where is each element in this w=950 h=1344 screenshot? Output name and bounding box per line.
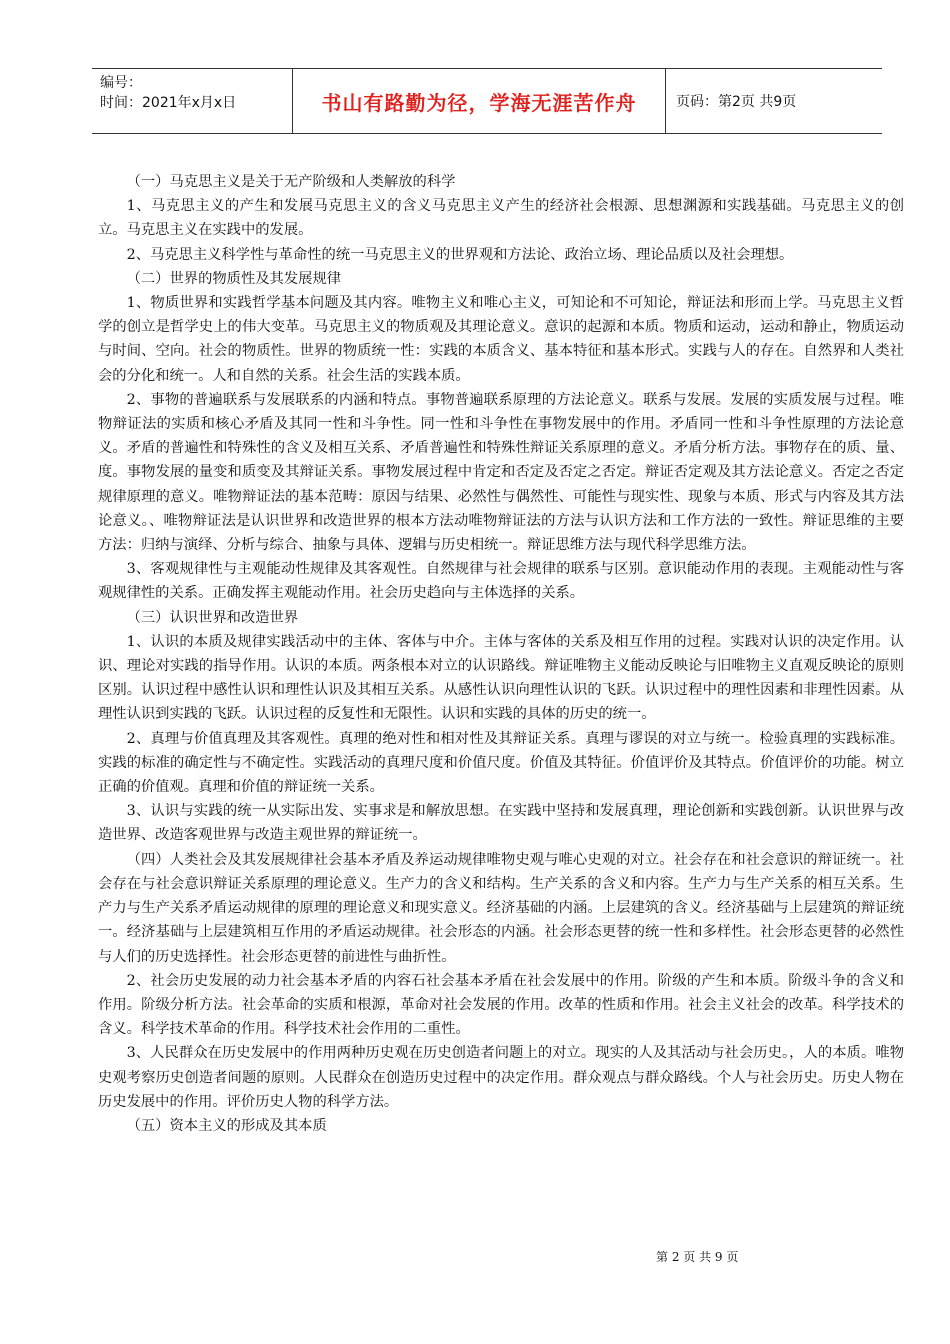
paragraph: 2、事物的普遍联系与发展联系的内涵和特点。事物普遍联系原理的方法论意义。联系与发展。发展的实质发展与过程。唯物辩证法的实质和核心矛盾及其同一性和斗争性。同一性和斗争性在事物发展中的作用。矛盾同一性和斗争性原理的方法论意义。矛盾的普遍性和特殊性的含义及相互关系、矛盾普遍性和特殊性辩证关系原理的意义。矛盾分析方法。事物存在的质、量、度。事物发展的量变和质变及其辩证关系。事物发展过程中肯定和否定及否定之否定。辩证否定观及其方法论意义。否定之否定规律原理的意义。唯物辩证法的基本范畴：原因与结果、必然性与偶然性、可能性与现实性、现象与本质、形式与内容及其方法论意义。、唯物辩证法是认识世界和改造世界的根本方法动唯物辩证法的方法与认识方法和工作方法的一致性。辩证思维的主要方法：归纳与演绎、分析与综合、抽象与具体、逻辑与历史相统一。辩证思维方法与现代科学思维方法。 [98,391,904,554]
number-label: 编号： [100,75,142,91]
time-label: 时间：2021年x月x日 [100,95,237,111]
paragraph: 1、马克思主义的产生和发展马克思主义的含义马克思主义产生的经济社会根源、思想渊源和实践基础。马克思主义的创立。马克思主义在实践中的发展。 [98,198,904,239]
paragraph: 2、真理与价值真理及其客观性。真理的绝对性和相对性及其辩证关系。真理与谬误的对立与统一。检验真理的实践标准。实践的标准的确定性与不确定性。实践活动的真理尺度和价值尺度。价值及其特征。价值评价及其特点。价值评价的功能。树立正确的价值观。真理和价值的辩证统一关系。 [98,730,904,796]
paragraph: 3、人民群众在历史发展中的作用两种历史观在历史创造者问题上的对立。现实的人及其活动与社会历史。，人的本质。唯物史观考察历史创造者间题的原则。人民群众在创造历史过程中的决定作用。群众观点与群众路线。个人与社会历史。历史人物在历史发展中的作用。评价历史人物的科学方法。 [98,1045,904,1110]
paragraph: 2、社会历史发展的动力社会基本矛盾的内容石社会基本矛盾在社会发展中的作用。阶级的产生和本质。阶级斗争的含义和作用。阶级分析方法。社会革命的实质和根源，革命对社会发展的作用。改革的性质和作用。社会主义社会的改革。科学技术的含义。科学技术革命的作用。科学技术社会作用的二重性。 [98,972,904,1038]
paragraph: 1、认识的本质及规律实践活动中的主体、客体与中介。主体与客体的关系及相互作用的过程。实践对认识的决定作用。认识、理论对实践的指导作用。认识的本质。两条根本对立的认识路线。辩证唯物主义能动反映论与旧唯物主义直观反映论的原则区别。认识过程中感性认识和理性认识及其相互关系。从感性认识向理性认识的飞跃。认识过程中的理性因素和非理性因素。从理性认识到实践的飞跃。认识过程的反复性和无限性。认识和实践的具体的历史的统一。 [98,633,904,723]
paragraph: （二）世界的物质性及其发展规律 [126,270,342,287]
header-meta [92,69,292,133]
page-footer: 第 2 页 共 9 页 [656,1250,739,1264]
paragraph: （四）人类社会及其发展规律社会基本矛盾及养运动规律唯物史观与唯心史观的对立。社会存在和社会意识的辩证统一。社会存在与社会意识辩证关系原理的理论意义。生产力的含义和结构。生产关系的含义和内容。生产力与生产关系的相互关系。生产力与生产关系矛盾运动规律的原理的理论意义和现实意义。经济基础的内涵。上层建筑的含义。经济基础与上层建筑的辩证统一。经济基础与上层建筑相互作用的矛盾运动规律。社会形态的内涵。社会形态更替的统一性和多样性。社会形态更替的必然性与人们的历史选择性。社会形态更替的前进性与曲折性。 [98,851,904,965]
document-body [98,170,904,1138]
paragraph: 3、客观规律性与主观能动性规律及其客观性。自然规律与社会规律的联系与区别。意识能动作用的表现。主观能动性与客观规律性的关系。正确发挥主观能动作用。社会历史趋向与主体选择的关系。 [98,561,904,602]
page-header [92,68,882,134]
paragraph: 3、认识与实践的统一从实际出发、实事求是和解放思想。在实践中坚持和发展真理，理论创新和实践创新。认识世界与改造世界、改造客观世界与改造主观世界的辩证统一。 [98,803,904,844]
paragraph: 1、物质世界和实践哲学基本问题及其内容。唯物主义和唯心主义，可知论和不可知论，辩证法和形而上学。马克思主义哲学的创立是哲学史上的伟大变革。马克思主义的物质观及其理论意义。意识的起源和本质。物质和运动，运动和静止，物质运动与时间、空向。社会的物质性。世界的物质统一性：实践的本质含义、基本特征和基本形式。实践与人的存在。自然界和人类社会的分化和统一。人和自然的关系。社会生活的实践本质。 [98,295,904,384]
paragraph: （五）资本主义的形成及其本质 [126,1117,327,1134]
paragraph: （三）认识世界和改造世界 [126,609,299,626]
paragraph: （一）马克思主义是关于无产阶级和人类解放的科学 [126,174,456,190]
header-motto: 书山有路勤为径，学海无涯苦作舟 [292,69,666,133]
paragraph: 2、马克思主义科学性与革命性的统一马克思主义的世界观和方法论、政治立场、理论品质以及社会理想。 [126,246,794,263]
header-page-info: 页码：第2页 共9页 [676,94,797,110]
